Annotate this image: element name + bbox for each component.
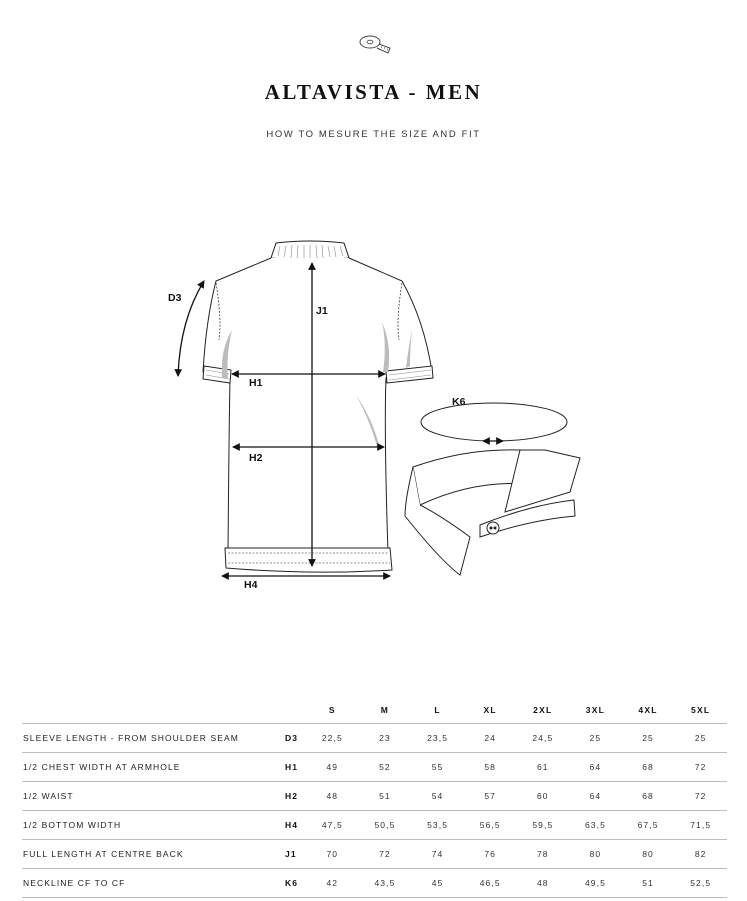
table-row <box>22 782 727 811</box>
size-value: 63,5 <box>569 811 622 840</box>
size-value: 51 <box>622 869 675 898</box>
measure-code: H2 <box>284 782 306 811</box>
size-value: 24,5 <box>517 724 570 753</box>
measure-name: NECKLINE CF TO CF <box>22 869 284 898</box>
measure-name: SLEEVE LENGTH - FROM SHOULDER SEAM <box>22 724 284 753</box>
size-header: XL <box>464 697 517 724</box>
size-value: 25 <box>569 724 622 753</box>
measure-name: 1/2 WAIST <box>22 782 284 811</box>
size-value: 56,5 <box>464 811 517 840</box>
size-table <box>22 697 727 898</box>
label-h2: H2 <box>249 452 263 464</box>
size-value: 48 <box>517 869 570 898</box>
size-value: 52,5 <box>674 869 727 898</box>
size-header: 3XL <box>569 697 622 724</box>
measure-code: J1 <box>284 840 306 869</box>
size-value: 72 <box>674 753 727 782</box>
header-blank <box>22 697 284 724</box>
size-header-row <box>22 697 727 724</box>
size-value: 67,5 <box>622 811 675 840</box>
measure-code: K6 <box>284 869 306 898</box>
size-value: 24 <box>464 724 517 753</box>
label-d3: D3 <box>168 292 182 304</box>
size-value: 64 <box>569 753 622 782</box>
measure-name: 1/2 BOTTOM WIDTH <box>22 811 284 840</box>
size-value: 80 <box>622 840 675 869</box>
header-blank-code <box>284 697 306 724</box>
size-value: 64 <box>569 782 622 811</box>
measure-code: H4 <box>284 811 306 840</box>
size-value: 70 <box>306 840 359 869</box>
polo-shirt-illustration <box>203 241 433 572</box>
measure-code: H1 <box>284 753 306 782</box>
size-value: 58 <box>464 753 517 782</box>
size-header: 4XL <box>622 697 675 724</box>
size-header: M <box>359 697 412 724</box>
label-h1: H1 <box>249 377 263 389</box>
size-value: 71,5 <box>674 811 727 840</box>
size-value: 55 <box>411 753 464 782</box>
size-value: 23 <box>359 724 412 753</box>
size-value: 72 <box>359 840 412 869</box>
size-header: S <box>306 697 359 724</box>
label-h4: H4 <box>244 579 258 591</box>
size-value: 76 <box>464 840 517 869</box>
table-row <box>22 840 727 869</box>
size-value: 49,5 <box>569 869 622 898</box>
measure-name: 1/2 CHEST WIDTH AT ARMHOLE <box>22 753 284 782</box>
size-header: 2XL <box>517 697 570 724</box>
size-value: 22,5 <box>306 724 359 753</box>
page-title: ALTAVISTA - MEN <box>264 80 483 104</box>
table-row <box>22 811 727 840</box>
size-value: 59,5 <box>517 811 570 840</box>
size-value: 68 <box>622 753 675 782</box>
size-value: 50,5 <box>359 811 412 840</box>
label-j1: J1 <box>316 305 328 317</box>
size-value: 25 <box>674 724 727 753</box>
size-value: 23,5 <box>411 724 464 753</box>
size-value: 80 <box>569 840 622 869</box>
table-row <box>22 869 727 898</box>
size-value: 57 <box>464 782 517 811</box>
table-row <box>22 724 727 753</box>
size-value: 51 <box>359 782 412 811</box>
size-value: 72 <box>674 782 727 811</box>
size-value: 25 <box>622 724 675 753</box>
measure-name: FULL LENGTH AT CENTRE BACK <box>22 840 284 869</box>
size-value: 52 <box>359 753 412 782</box>
size-value: 61 <box>517 753 570 782</box>
label-k6: K6 <box>452 396 466 408</box>
size-value: 45 <box>411 869 464 898</box>
size-value: 47,5 <box>306 811 359 840</box>
size-header: L <box>411 697 464 724</box>
size-value: 60 <box>517 782 570 811</box>
size-value: 54 <box>411 782 464 811</box>
size-value: 74 <box>411 840 464 869</box>
table-row <box>22 753 727 782</box>
size-value: 49 <box>306 753 359 782</box>
size-value: 68 <box>622 782 675 811</box>
size-value: 78 <box>517 840 570 869</box>
size-value: 48 <box>306 782 359 811</box>
collar-illustration <box>405 403 580 575</box>
size-value: 43,5 <box>359 869 412 898</box>
size-value: 82 <box>674 840 727 869</box>
page-subtitle: HOW TO MESURE THE SIZE AND FIT <box>266 129 481 140</box>
size-value: 42 <box>306 869 359 898</box>
measure-code: D3 <box>284 724 306 753</box>
size-value: 53,5 <box>411 811 464 840</box>
size-header: 5XL <box>674 697 727 724</box>
size-value: 46,5 <box>464 869 517 898</box>
